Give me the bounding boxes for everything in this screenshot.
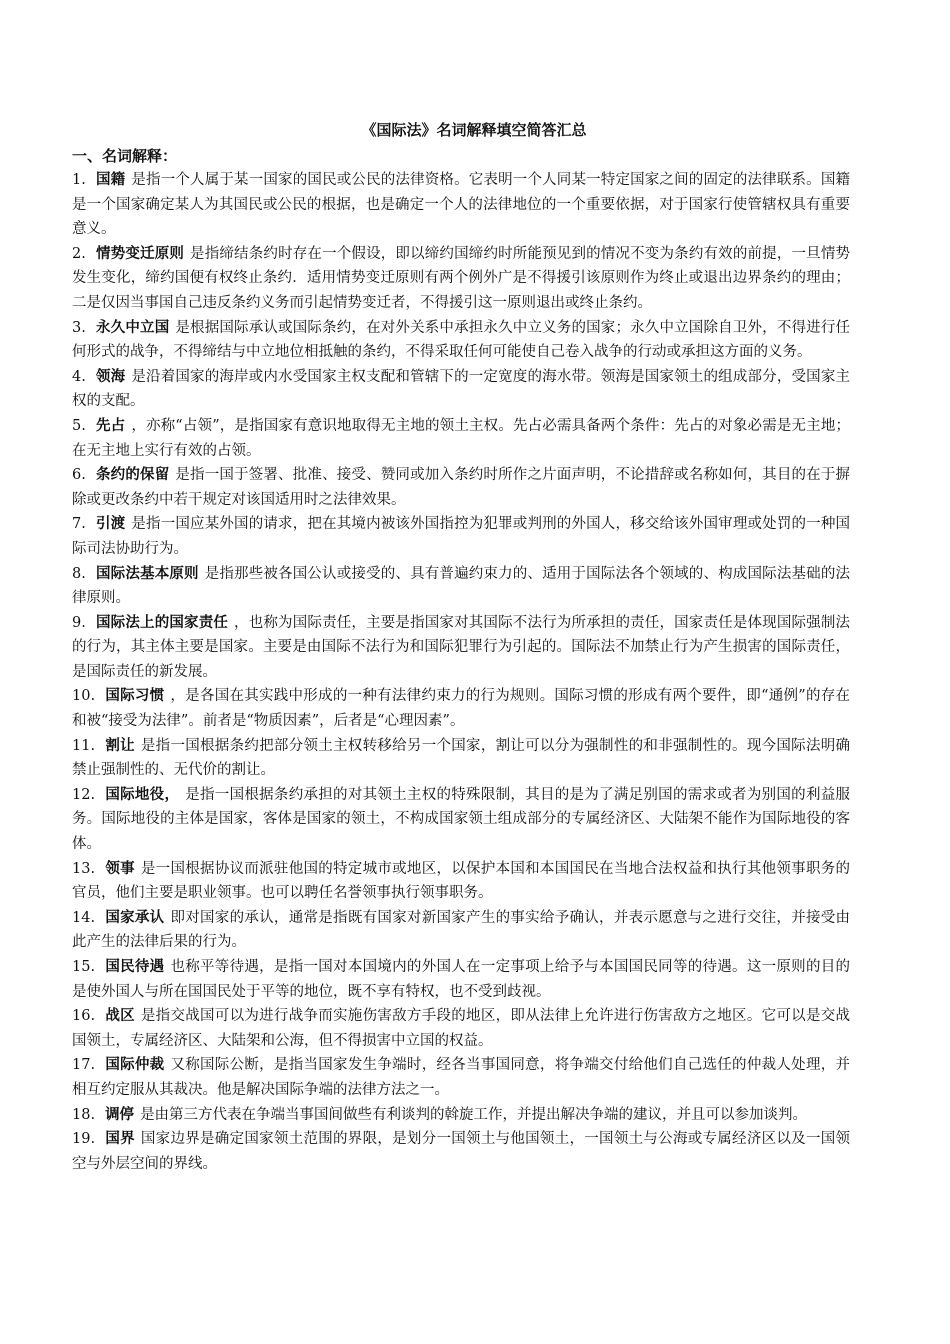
- document-title: 《国际法》名词解释填空简答汇总: [361, 121, 587, 139]
- entry-term: 国际仲裁: [105, 1056, 165, 1074]
- entry-definition: ，亦称“占领”，是指国家有意识地取得无主地的领土主权。先占必需具备两个条件：先占的对象必需是无主地；在无主地上实行有效的占领。: [72, 417, 850, 459]
- entry-term: 领海: [95, 367, 126, 385]
- section-heading: 一、名词解释：: [72, 147, 178, 165]
- entry-number: 2.: [72, 245, 86, 262]
- entry-definition: 又称国际公断，是指当国家发生争端时，经各当事国同意，将争端交付给他们自己选任的仲裁人处理，并相互约定服从其裁决。他是解决国际争端的法律方法之一。: [72, 1057, 851, 1098]
- entry-number: 3.: [72, 319, 86, 336]
- entry-definition: 是指交战国可以为进行战争而实施伤害敌方手段的地区，即从法律上允许进行伤害敌方之地区。它可以是交战国领土，专属经济区、大陆架和公海，但不得损害中立国的权益。: [72, 1008, 851, 1049]
- entry-term: 条约的保留: [95, 466, 170, 484]
- entry-definition: 是指一国根据条约承担的对其领土主权的特殊限制，其目的是为了满足别国的需求或者为别国的利益服务。国际地役的主体是国家，客体是国家的领土，不构成国家领土组成部分的专属经济区、大陆架不能作为国际地役的客体。: [72, 786, 851, 853]
- definition-entry: [72, 955, 850, 1004]
- entry-number: 17.: [72, 1057, 96, 1074]
- definition-entry: [72, 611, 850, 685]
- definition-entry: [72, 463, 850, 512]
- entry-number: 1.: [72, 172, 86, 188]
- entry-term: 国家承认: [105, 908, 165, 926]
- definition-entry: [72, 1103, 850, 1128]
- entry-definition: 国家边界是确定国家领土范围的界限，是划分一国领土与他国领土，一国领土与公海或专属经济区以及一国领空与外层空间的界线。: [72, 1131, 851, 1172]
- entry-term: 国际法上的国家责任: [95, 613, 229, 631]
- definition-entry: [72, 242, 850, 316]
- entry-definition: 是根据国际承认或国际条约，在对外关系中承担永久中立义务的国家；永久中立国除自卫外，不得进行任何形式的战争，不得缔结与中立地位相抵触的条约，不得采取任何可能使自己卷入战争的行动或承担这方面的义务。: [72, 319, 851, 361]
- entry-term: 割让: [105, 736, 135, 754]
- entry-term: 国际法基本原则: [95, 564, 199, 582]
- entry-definition: 也称平等待遇，是指一国对本国境内的外国人在一定事项上给予与本国国民同等的待遇。这一原则的目的是使外国人与所在国国民处于平等的地位，既不享有特权，也不受到歧视。: [72, 959, 851, 1000]
- entry-definition: 是指缔结条约时存在一个假设，即以缔约国缔约时所能预见到的情况不变为条约有效的前提，一旦情势发生变化，缔约国便有权终止条约．适用情势变迁原则有两个例外广是不得援引该原则作为终止或退出边界条约的理由；二是仅因当事国自己违反条约义务而引起情势变迁者，不得援引这一原则退出或终止条约。: [72, 245, 851, 311]
- definition-entry: [72, 562, 850, 611]
- entry-term: 国际习惯: [105, 687, 165, 705]
- definition-entry: [72, 316, 850, 365]
- entry-number: 12.: [72, 786, 96, 803]
- definition-entry: [72, 414, 850, 463]
- entry-definition: 即对国家的承认，通常是指既有国家对新国家产生的事实给予确认，并表示愿意与之进行交往，并接受由此产生的法律后果的行为。: [72, 909, 851, 951]
- definition-entry: [72, 1053, 850, 1102]
- entry-number: 6.: [72, 467, 86, 484]
- entry-term: 国际地役，: [105, 785, 180, 803]
- definition-entry: [72, 906, 850, 955]
- entry-term: 情势变迁原则: [95, 244, 185, 262]
- entry-definition: 是指那些被各国公认或接受的、具有普遍约束力的、适用于国际法各个领域的、构成国际法基础的法律原则。: [72, 565, 850, 607]
- entry-number: 7.: [72, 516, 86, 533]
- entry-definition: ，是各国在其实践中形成的一种有法律约束力的行为规则。国际习惯的形成有两个要件，即“通例”的存在和被“接受为法律”。前者是“物质因素”，后者是“心理因素”。: [72, 688, 851, 730]
- entry-number: 8.: [72, 565, 86, 582]
- definition-entry: [72, 857, 850, 906]
- definition-entry: [72, 1127, 850, 1176]
- entry-term: 战区: [105, 1007, 135, 1025]
- entry-number: 14.: [72, 909, 96, 926]
- entry-number: 5.: [72, 417, 86, 434]
- entry-definition: 是指一个人属于某一国家的国民或公民的法律资格。它表明一个人同某一特定国家之间的固定的法律联系。国籍是一个国家确定某人为其国民或公民的根据，也是确定一个人的法律地位的一个重要依据，对于国家行使管辖权具有重要意义。: [72, 172, 851, 238]
- entry-definition: 是由第三方代表在争端当事国间做些有利谈判的斡旋工作，并提出解决争端的建议，并且可以参加谈判。: [140, 1106, 808, 1123]
- entry-number: 11.: [72, 737, 96, 754]
- definition-entry: [72, 168, 850, 242]
- entry-number: 4.: [72, 368, 86, 385]
- entry-definition: ，也称为国际责任，主要是指国家对其国际不法行为所承担的责任，国家责任是体现国际强制法的行为，其主体主要是国家。主要是由国际不法行为和国际犯罪行为引起的。国际法不加禁止行为产生损害的国际责任，是国际责任的新发展。: [72, 614, 851, 680]
- entry-number: 10.: [72, 688, 96, 705]
- entry-number: 16.: [72, 1008, 96, 1025]
- entry-term: 先占: [95, 416, 126, 434]
- definition-entry: [72, 783, 850, 857]
- entry-term: 国民待遇: [105, 958, 165, 975]
- entry-definition: 是指一国根据条约把部分领土主权转移给另一个国家，割让可以分为强制性的和非强制性的。现今国际法明确禁止强制性的、无代价的割让。: [72, 737, 851, 779]
- entry-term: 领事: [105, 859, 135, 877]
- entry-term: 永久中立国: [95, 318, 170, 336]
- definition-entry: [72, 512, 850, 561]
- entry-definition: 是沿着国家的海岸或内水受国家主权支配和管辖下的一定宽度的海水带。领海是国家领土的组成部分，受国家主权的支配。: [72, 368, 851, 410]
- entry-term: 国籍: [95, 171, 126, 188]
- definition-entry: [72, 1004, 850, 1053]
- definition-entry: [72, 365, 850, 414]
- entry-term: 引渡: [95, 515, 126, 533]
- definition-entry: [72, 684, 850, 733]
- entry-number: 18.: [72, 1106, 96, 1123]
- entry-number: 13.: [72, 860, 96, 877]
- entry-number: 19.: [72, 1131, 96, 1148]
- definition-entry: [72, 734, 850, 783]
- entry-term: 国界: [105, 1130, 135, 1148]
- entry-definition: 是指一国应某外国的请求，把在其境内被该外国指控为犯罪或判刑的外国人，移交给该外国审理或处罚的一种国际司法协助行为。: [72, 516, 851, 557]
- entry-definition: 是指一国于签署、批准、接受、赞同或加入条约时所作之片面声明，不论措辞或名称如何，其目的在于摒除或更改条约中若干规定对该国适用时之法律效果。: [72, 467, 851, 508]
- entry-term: 调停: [105, 1105, 135, 1123]
- entry-number: 15.: [72, 959, 96, 975]
- entry-number: 9.: [72, 614, 86, 631]
- definitions-list: [72, 168, 850, 1176]
- entry-definition: 是一国根据协议而派驻他国的特定城市或地区，以保护本国和本国国民在当地合法权益和执行其他领事职务的官员，他们主要是职业领事。也可以聘任名誉领事执行领事职务。: [72, 860, 851, 902]
